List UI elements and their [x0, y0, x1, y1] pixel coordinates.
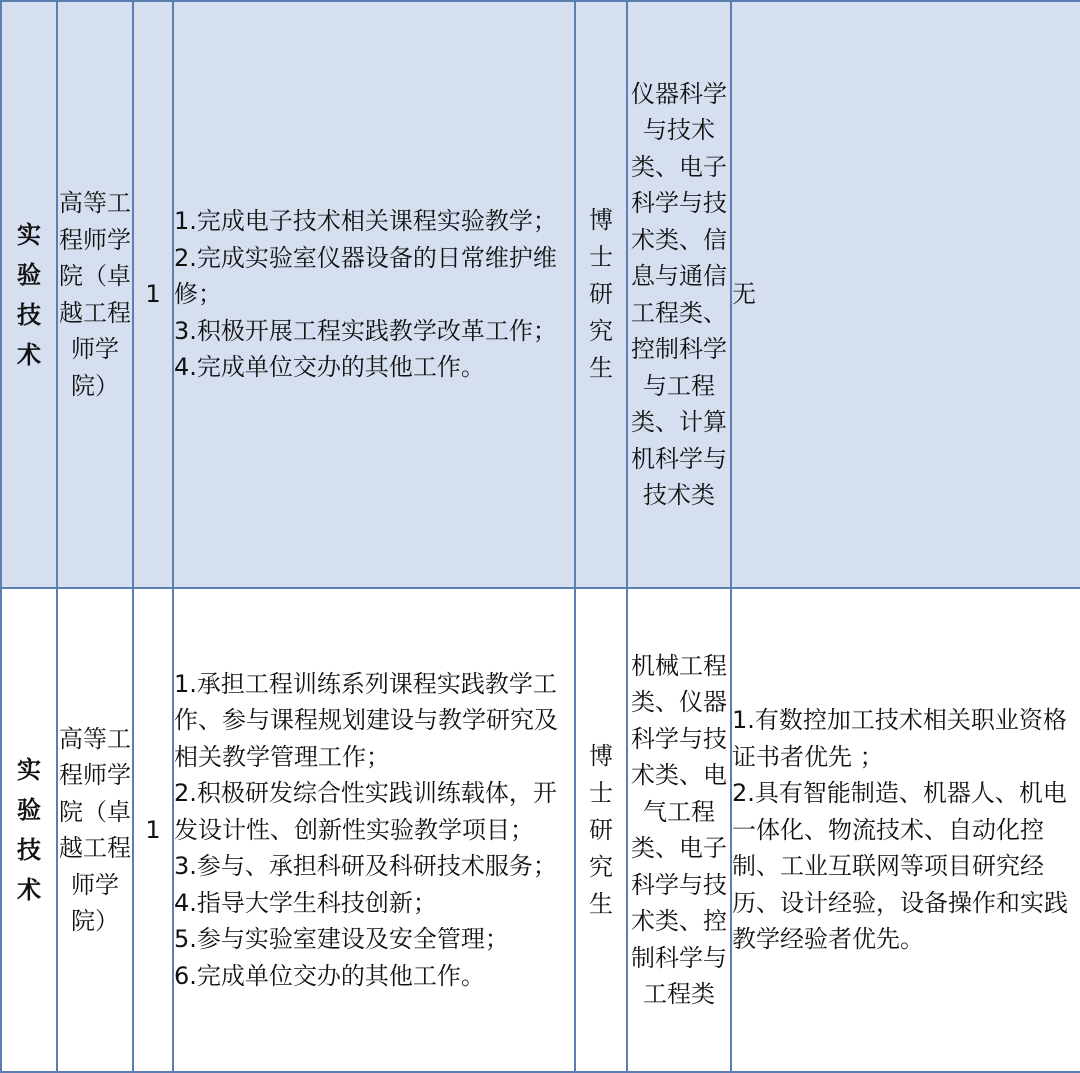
duties-cell — [173, 1, 575, 588]
post-title: 实 验 技 术 — [17, 220, 41, 369]
majors-cell — [627, 1, 731, 588]
department-name: 高等工程师学院（卓越工程师学院） — [59, 189, 131, 400]
department-name: 高等工程师学院（卓越工程师学院） — [59, 724, 131, 935]
post-title-cell — [1, 588, 57, 1072]
duty-item: 1.承担工程训练系列课程实践教学工作、参与课程规划建设与教学研究及相关教学管理工作； — [174, 669, 558, 771]
duty-item: 3.参与、承担科研及科研技术服务； — [174, 852, 557, 881]
duty-item: 2.积极研发综合性实践训练载体，开发设计性、创新性实验教学项目； — [174, 779, 557, 844]
requirement-item: 1.有数控加工技术相关职业资格证书者优先 ； — [732, 706, 1067, 771]
headcount-cell — [133, 588, 173, 1072]
post-title-cell — [1, 1, 57, 588]
duty-item: 4.指导大学生科技创新； — [174, 888, 437, 917]
education-level: 博 士 研 究 生 — [589, 206, 613, 382]
education-cell — [575, 588, 627, 1072]
majors-list: 机械工程类、仪器科学与技术类、电气工程类、电子科学与技术类、控制科学与工程类 — [631, 651, 727, 1008]
requirements-cell — [731, 588, 1080, 1072]
duty-item: 5.参与实验室建设及安全管理； — [174, 925, 509, 954]
duty-item: 6.完成单位交办的其他工作。 — [174, 961, 485, 990]
duty-item: 1.完成电子技术相关课程实验教学； — [174, 207, 557, 236]
post-title: 实 验 技 术 — [17, 756, 41, 904]
requirement-item: 2.具有智能制造、机器人、机电一体化、物流技术、自动化控制、工业互联网等项目研究经历、设计经验，设备操作和实践教学经验者优先。 — [732, 779, 1068, 954]
duty-item: 3.积极开展工程实践教学改革工作； — [174, 316, 557, 345]
majors-list: 仪器科学与技术类、电子科学与技术类、信息与通信工程类、控制科学与工程类、计算机科学与技术类 — [631, 79, 727, 509]
table-row — [1, 588, 1080, 1072]
table-row — [1, 1, 1080, 588]
headcount-cell — [133, 1, 173, 588]
majors-cell — [627, 588, 731, 1072]
department-cell — [57, 588, 133, 1072]
headcount: 1 — [145, 815, 161, 844]
department-cell — [57, 1, 133, 588]
duty-item: 4.完成单位交办的其他工作。 — [174, 353, 485, 382]
duty-item: 2.完成实验室仪器设备的日常维护维修； — [174, 243, 557, 309]
requirement-item: 无 — [732, 280, 756, 309]
education-level: 博 士 研 究 生 — [589, 741, 613, 918]
headcount: 1 — [145, 280, 161, 309]
education-cell — [575, 1, 627, 588]
duties-cell — [173, 588, 575, 1072]
requirements-cell — [731, 1, 1080, 588]
